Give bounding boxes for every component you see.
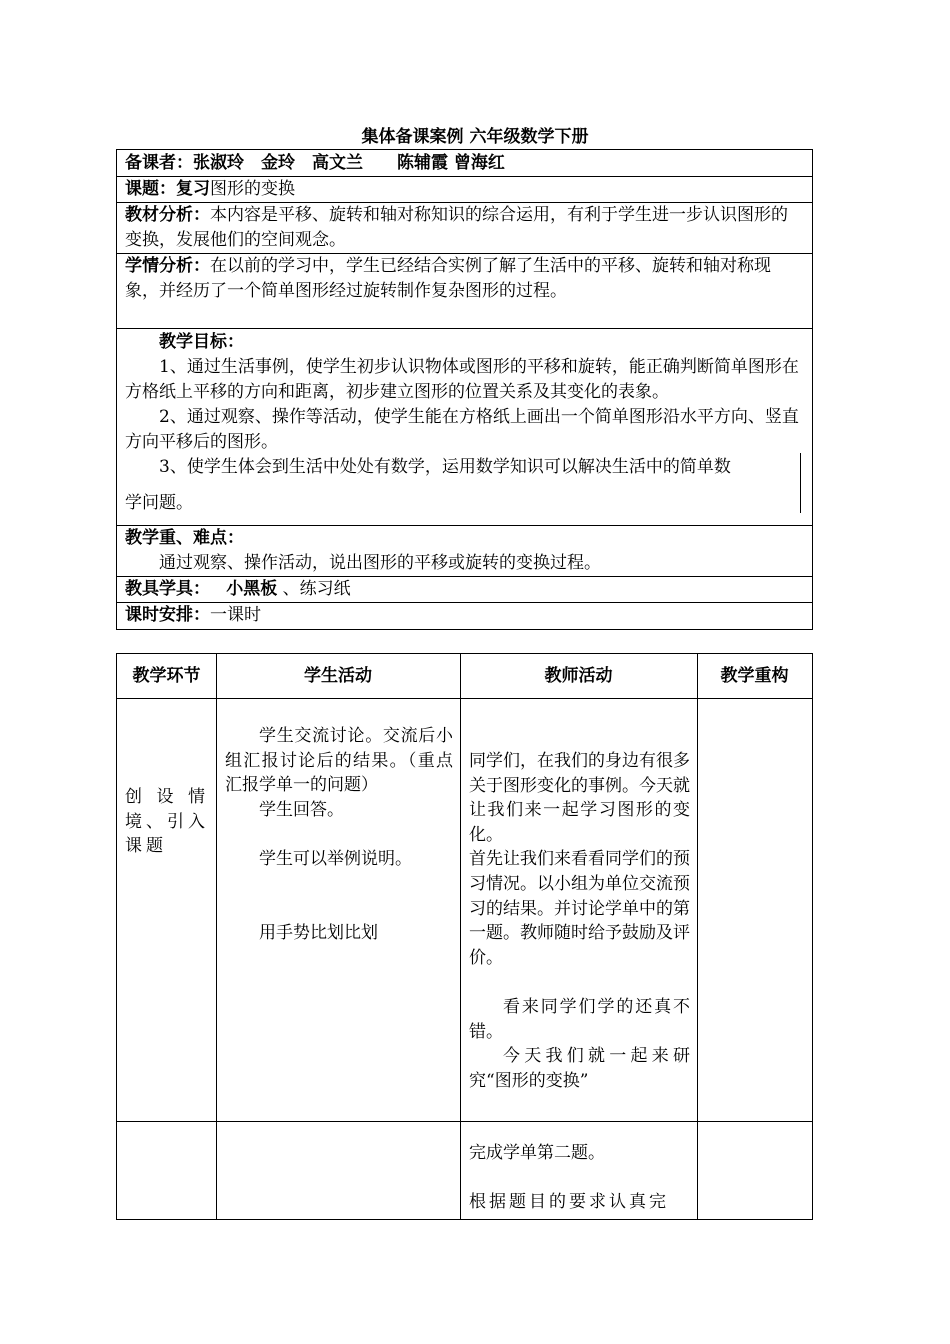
teacher-activity-cell xyxy=(469,749,690,1093)
student-activity-1: 学生交流讨论。交流后小组汇报讨论后的结果。（重点汇报学单一的问题） xyxy=(225,726,453,796)
key-text: 通过观察、操作活动，说出图形的平移或旋转的变换过程。 xyxy=(159,553,601,573)
tools-bold: 小黑板 xyxy=(226,579,278,599)
student-label: 学情分析： xyxy=(125,256,210,276)
topic-row xyxy=(117,177,812,203)
header-student: 学生活动 xyxy=(304,665,372,686)
header-reconstruct: 教学重构 xyxy=(720,665,789,686)
goal-2: 2、通过观察、操作等活动，使学生能在方格纸上画出一个简单图形沿水平方向、竖直方向平移后的图形。 xyxy=(125,407,799,452)
column-divider xyxy=(697,654,698,1219)
goals-row xyxy=(117,329,812,526)
material-analysis-row xyxy=(117,203,812,254)
tools-row xyxy=(117,577,812,603)
time-label: 课时安排： xyxy=(125,605,210,625)
teacher-activity-row2-2: 根据题目的要求认真完 xyxy=(469,1192,669,1213)
preparers-row xyxy=(117,150,812,177)
time-text: 一课时 xyxy=(210,605,261,625)
student-analysis-row xyxy=(117,254,812,329)
lesson-info-table xyxy=(116,149,813,630)
material-label: 教材分析： xyxy=(125,205,210,225)
column-divider xyxy=(460,654,461,1219)
teacher-activity-row2 xyxy=(469,1141,690,1215)
topic-text: 图形的变换 xyxy=(210,179,295,199)
student-activity-3: 学生可以举例说明。 xyxy=(259,848,412,869)
margin-rule xyxy=(800,453,801,513)
stage-cell: 创设情境、引入课题 xyxy=(125,787,209,857)
preparers-names: 张淑玲 金玲 高文兰 陈辅霞 曾海红 xyxy=(193,153,505,173)
row-divider xyxy=(117,1121,812,1122)
teacher-activity-2: 首先让我们来看看同学们的预习情况。以小组为单位交流预习的结果。并讨论学单中的第一题。教师随时给予鼓励及评价。 xyxy=(469,849,690,968)
header-stage: 教学环节 xyxy=(132,665,201,686)
column-divider xyxy=(216,654,217,1219)
teacher-activity-4: 今天我们就一起来研究“图形的变换” xyxy=(469,1046,690,1091)
tools-text: 、练习纸 xyxy=(282,579,351,599)
topic-bold: 复习 xyxy=(176,179,210,199)
process-table xyxy=(116,653,813,1220)
key-points-row xyxy=(117,526,812,577)
preparers-label: 备课者： xyxy=(125,153,193,173)
student-text: 在以前的学习中，学生已经结合实例了解了生活中的平移、旋转和轴对称现象，并经历了一个简单图形经过旋转制作复杂图形的过程。 xyxy=(125,256,771,301)
student-activity-2: 学生回答。 xyxy=(259,799,344,820)
goals-label: 教学目标： xyxy=(159,332,244,352)
row-divider xyxy=(117,698,812,699)
key-label: 教学重、难点： xyxy=(125,528,244,548)
goal-1: 1、通过生活事例，使学生初步认识物体或图形的平移和旋转，能正确判断简单图形在方格纸上平移的方向和距离，初步建立图形的位置关系及其变化的表象。 xyxy=(125,357,799,402)
time-row xyxy=(117,603,812,629)
teacher-activity-1: 同学们，在我们的身边有很多关于图形变化的事例。今天就让我们来一起学习图形的变化。 xyxy=(469,751,690,845)
material-text: 本内容是平移、旋转和轴对称知识的综合运用，有利于学生进一步认识图形的变换，发展他们的空间观念。 xyxy=(125,205,788,250)
header-teacher: 教师活动 xyxy=(544,665,613,686)
tools-label: 教具学具： xyxy=(125,579,210,599)
student-activity-cell xyxy=(225,724,453,945)
topic-label: 课题： xyxy=(125,179,176,199)
teacher-activity-3: 看来同学们学的还真不错。 xyxy=(469,996,690,1042)
page-title: 集体备课案例 六年级数学下册 xyxy=(361,127,589,147)
student-activity-4: 用手势比划比划 xyxy=(259,922,378,943)
goal-3: 3、使学生体会到生活中处处有数学，运用数学知识可以解决生活中的简单数 xyxy=(159,457,731,477)
goal-3-continued: 学问题。 xyxy=(125,493,193,513)
teacher-activity-row2-1: 完成学单第二题。 xyxy=(469,1143,605,1163)
